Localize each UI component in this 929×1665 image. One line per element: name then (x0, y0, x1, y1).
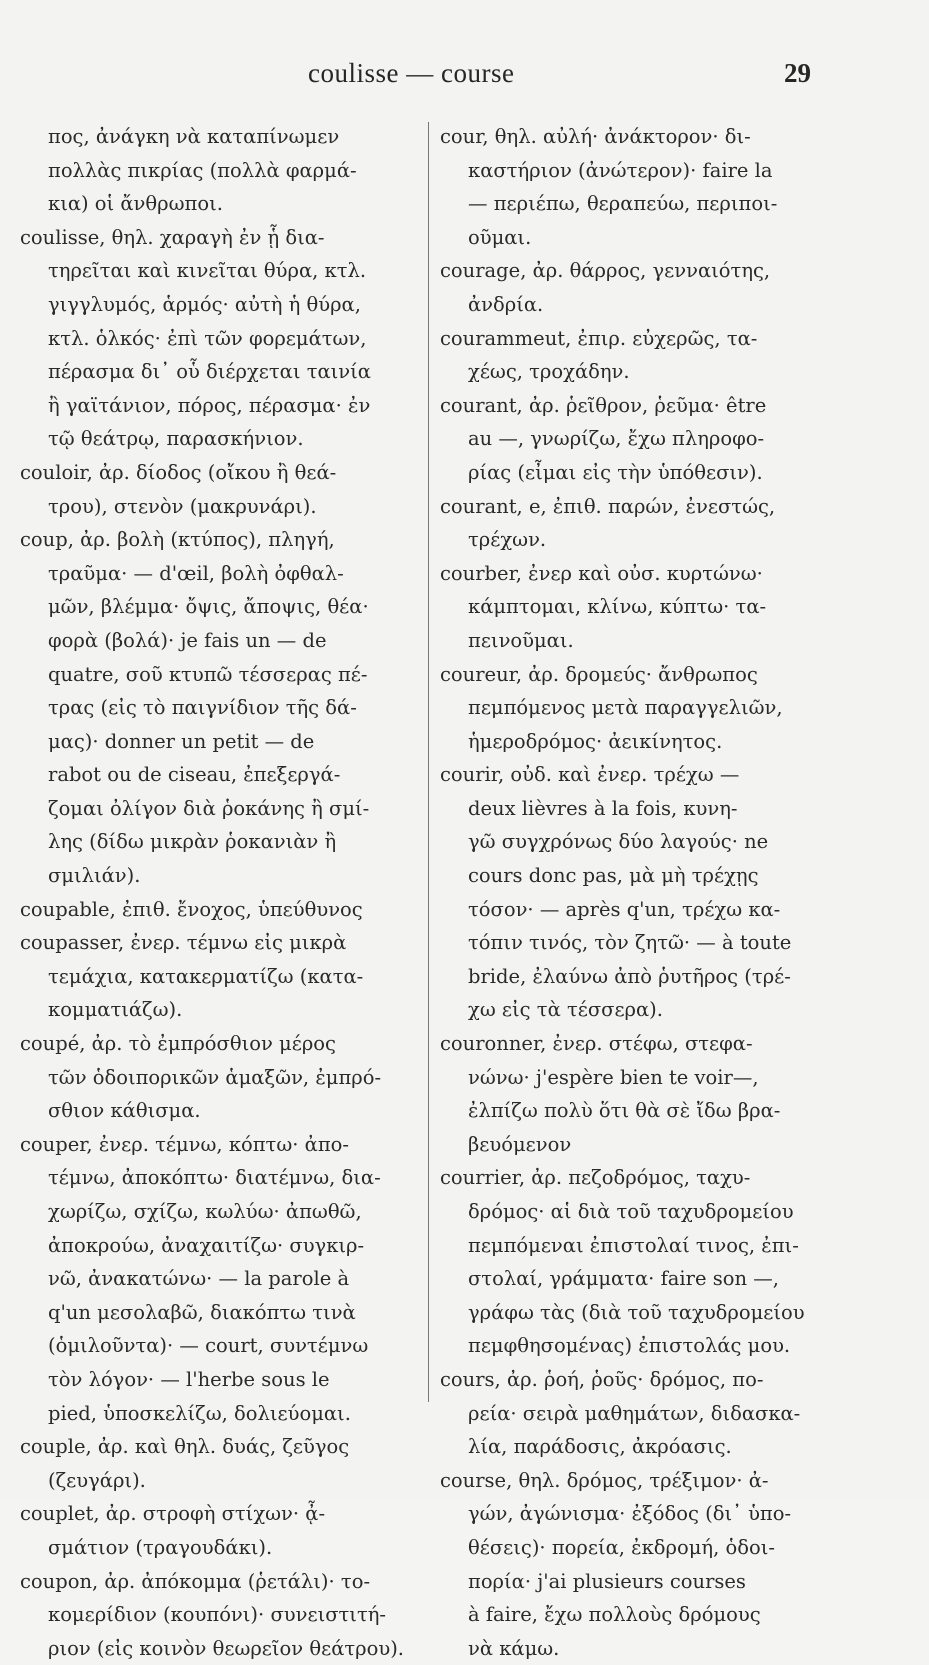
entry-continuation-line: πολλὰς πικρίας (πολλὰ φαρμά- (48, 158, 357, 182)
page-number: 29 (784, 58, 811, 88)
entry-headword-line: couper, ἐνερ. τέμνω, κόπτω· ἀπο- (20, 1132, 349, 1156)
entry-continuation-line: τόσον· — après q'un, τρέχω κα- (468, 897, 781, 921)
entry-continuation-line: χέως, τροχάδην. (468, 360, 630, 384)
entry-continuation-line: λης (δίδω μικρὰν ῥοκανιὰν ἢ (48, 830, 337, 854)
entry-continuation-line: τρέχων. (468, 528, 547, 552)
entry-continuation-line: — περιέπω, θεραπεύω, περιποι- (468, 192, 778, 216)
entry-continuation-line: καστήριον (ἀνώτερον)· faire la (468, 158, 773, 182)
entry-continuation-line: ρίας (εἶμαι εἰς τὴν ὑπόθεσιν). (468, 460, 763, 484)
entry-continuation-line: quatre, σοῦ κτυπῶ τέσσερας πέ- (48, 662, 368, 686)
entry-continuation-line: πεμπόμεναι ἐπιστολαί τινος, ἐπι- (468, 1233, 799, 1257)
entry-continuation-line: γών, ἀγώνισμα· ἐξόδος (δι᾽ ὑπο- (468, 1502, 792, 1526)
entry-continuation-line: deux lièvres à la fois, κυνη- (468, 796, 738, 820)
entry-headword-line: couplet, ἀρ. στροφὴ στίχων· ᾆ- (20, 1502, 326, 1526)
entry-headword-line: course, θηλ. δρόμος, τρέξιμον· ἀ- (440, 1468, 769, 1492)
entry-continuation-line: ἢ γαϊτάνιον, πόρος, πέρασμα· ἐν (48, 393, 371, 417)
entry-headword-line: coupon, ἀρ. ἀπόκομμα (ῥετάλι)· το- (20, 1569, 371, 1593)
entry-continuation-line: (ὁμιλοῦντα)· — court, συντέμνω (48, 1334, 369, 1358)
entry-continuation-line: (ζευγάρι). (48, 1468, 146, 1492)
entry-continuation-line: οῦμαι. (468, 225, 532, 249)
entry-headword-line: couloir, ἀρ. δίοδος (οἴκου ἢ θεά- (20, 460, 337, 484)
entry-continuation-line: χω εἰς τὰ τέσσερα). (468, 998, 663, 1022)
entry-headword-line: coupable, ἐπιθ. ἔνοχος, ὑπεύθυνος (20, 897, 363, 921)
entry-continuation-line: πεμφθησομένας) ἐπιστολάς μου. (468, 1334, 791, 1358)
entry-continuation-line: πέρασμα δι᾽ οὗ διέρχεται ταινία (48, 360, 371, 384)
entry-continuation-line: χωρίζω, σχίζω, κωλύω· ἀπωθῶ, (48, 1200, 362, 1223)
right-column (440, 120, 825, 1665)
entry-continuation-line: γῶ συγχρόνως δύο λαγούς· ne (468, 830, 769, 854)
entry-continuation-line: νώνω· j'espère bien te voir—, (468, 1065, 759, 1089)
entry-headword-line: coupé, ἀρ. τὸ ἐμπρόσθιον μέρος (20, 1032, 336, 1056)
entry-continuation-line: γράφω τὰς (διὰ τοῦ ταχυδρομείου (468, 1300, 805, 1324)
entry-continuation-line: ἐλπίζω πολὺ ὅτι θὰ σὲ ἴδω βρα- (468, 1099, 781, 1123)
entry-continuation-line: ἡμεροδρόμος· ἀεικίνητος. (468, 729, 723, 753)
page-header (0, 58, 929, 94)
entry-headword-line: couple, ἀρ. καὶ θηλ. δυάς, ζεῦγος (20, 1435, 350, 1459)
entry-continuation-line: τῷ θεάτρῳ, παρασκήνιον. (48, 427, 304, 451)
entry-headword-line: courber, ἐνερ καὶ οὐσ. κυρτώνω· (440, 561, 763, 585)
left-column (20, 120, 425, 1665)
entry-continuation-line: τραῦμα· — d'œil, βολὴ ὀφθαλ- (48, 561, 344, 585)
entry-headword-line: couronner, ἐνερ. στέφω, στεφα- (440, 1032, 753, 1056)
entry-continuation-line: κομερίδιον (κουπόνι)· συνειστιτή- (48, 1603, 387, 1627)
entry-headword-line: courage, ἀρ. θάρρος, γενναιότης, (440, 259, 771, 283)
entry-continuation-line: ἀποκρούω, ἀναχαιτίζω· συγκιρ- (48, 1233, 365, 1257)
entry-continuation-line: φορὰ (βολά)· je fais un — de (48, 628, 327, 652)
entry-headword-line: coup, ἀρ. βολὴ (κτύπος), πληγή, (20, 528, 335, 552)
entry-continuation-line: cours donc pas, μὰ μὴ τρέχῃς (468, 864, 759, 888)
entry-headword-line: cour, θηλ. αὐλή· ἀνάκτορον· δι- (440, 125, 751, 148)
entry-continuation-line: δρόμος· αἱ διὰ τοῦ ταχυδρομείου (468, 1200, 794, 1223)
entry-continuation-line: κάμπτομαι, κλίνω, κύπτω· τα- (468, 595, 767, 619)
entry-continuation-line: μῶν, βλέμμα· ὄψις, ἄποψις, θέα· (48, 595, 369, 619)
entry-continuation-line: bride, ἐλαύνω ἀπὸ ῥυτῆρος (τρέ- (468, 964, 791, 988)
entry-continuation-line: πορία· j'ai plusieurs courses (468, 1569, 746, 1593)
entry-headword-line: cours, ἀρ. ῥοή, ῥοῦς· δρόμος, πο- (440, 1367, 764, 1391)
column-divider (428, 122, 429, 1402)
entry-continuation-line: au —, γνωρίζω, ἔχω πληροφο- (468, 427, 765, 451)
entry-continuation-line: πεμπόμενος μετὰ παραγγελιῶν, (468, 696, 783, 720)
entry-continuation-line: μας)· donner un petit — de (48, 729, 315, 753)
entry-continuation-line: τῶν ὁδοιπορικῶν ἁμαξῶν, ἐμπρό- (48, 1065, 382, 1089)
entry-continuation-line: κια) οἱ ἄνθρωποι. (48, 192, 223, 216)
entry-continuation-line: q'un μεσολαβῶ, διακόπτω τινὰ (48, 1300, 356, 1324)
entry-continuation-line: τεμάχια, κατακερματίζω (κατα- (48, 964, 364, 988)
entry-continuation-line: νῶ, ἀνακατώνω· — la parole à (48, 1267, 350, 1291)
entry-continuation-line: τέμνω, ἀποκόπτω· διατέμνω, δια- (48, 1166, 381, 1190)
entry-continuation-line: ρεία· σειρὰ μαθημάτων, διδασκα- (468, 1401, 801, 1425)
entry-continuation-line: pied, ὑποσκελίζω, δολιεύομαι. (48, 1401, 351, 1425)
entry-continuation-line: τηρεῖται καὶ κινεῖται θύρα, κτλ. (48, 259, 367, 283)
entry-continuation-line: νὰ κάμω. (468, 1636, 560, 1660)
entry-continuation-line: βευόμενον (468, 1132, 572, 1156)
entry-continuation-line: στολαί, γράμματα· faire son —, (468, 1267, 779, 1291)
entry-continuation-line: θέσεις)· πορεία, ἐκδρομή, ὁδοι- (468, 1535, 775, 1559)
entry-headword-line: coulisse, θηλ. χαραγὴ ἐν ᾗ δια- (20, 225, 325, 249)
entry-continuation-line: τρας (εἰς τὸ παιγνίδιον τῆς δά- (48, 696, 357, 720)
entry-continuation-line: πεινοῦμαι. (468, 628, 574, 652)
entry-continuation-line: τὸν λόγον· — l'herbe sous le (48, 1367, 330, 1391)
running-head: coulisse — course (308, 58, 515, 88)
entry-headword-line: courrier, ἀρ. πεζοδρόμος, ταχυ- (440, 1166, 751, 1190)
entry-continuation-line: τόπιν τινός, τὸν ζητῶ· — à toute (468, 931, 792, 955)
entry-continuation-line: κομματιάζω). (48, 998, 183, 1022)
entry-continuation-line: rabot ou de ciseau, ἐπεξεργά- (48, 763, 341, 787)
entry-continuation-line: ἀνδρία. (468, 292, 544, 316)
entry-headword-line: coureur, ἀρ. δρομεύς· ἄνθρωπος (440, 662, 758, 686)
entry-continuation-line: λία, παράδοσις, ἀκρόασις. (468, 1435, 732, 1459)
entry-headword-line: coupasser, ἐνερ. τέμνω εἰς μικρὰ (20, 931, 347, 955)
entry-headword-line: courammeut, ἐπιρ. εὐχερῶς, τα- (440, 326, 758, 350)
entry-continuation-line: κτλ. ὁλκός· ἐπὶ τῶν φορεμάτων, (48, 326, 367, 350)
entry-continuation-line: σθιον κάθισμα. (48, 1099, 201, 1123)
entry-continuation-line: σμιλιάν). (48, 864, 141, 888)
entry-continuation-line: σμάτιον (τραγουδάκι). (48, 1535, 273, 1559)
entry-continuation-line: ζομαι ὀλίγον διὰ ῥοκάνης ἢ σμί- (48, 796, 370, 820)
entry-continuation-line: ριον (εἰς κοινὸν θεωρεῖον θεάτρου). (48, 1636, 405, 1660)
entry-headword-line: courant, e, ἐπιθ. παρών, ἐνεστώς, (440, 494, 776, 518)
entry-headword-line: courir, οὐδ. καὶ ἐνερ. τρέχω — (440, 763, 740, 787)
entry-continuation-line: πος, ἀνάγκη νὰ καταπίνωμεν (48, 125, 340, 148)
entry-continuation-line: τρου), στενὸν (μακρυνάρι). (48, 494, 317, 518)
entry-continuation-line: à faire, ἔχω πολλοὺς δρόμους (468, 1603, 761, 1627)
entry-continuation-line: γιγγλυμός, ἁρμός· αὐτὴ ἡ θύρα, (48, 292, 361, 316)
entry-headword-line: courant, ἀρ. ῥεῖθρον, ῥεῦμα· être (440, 393, 767, 417)
